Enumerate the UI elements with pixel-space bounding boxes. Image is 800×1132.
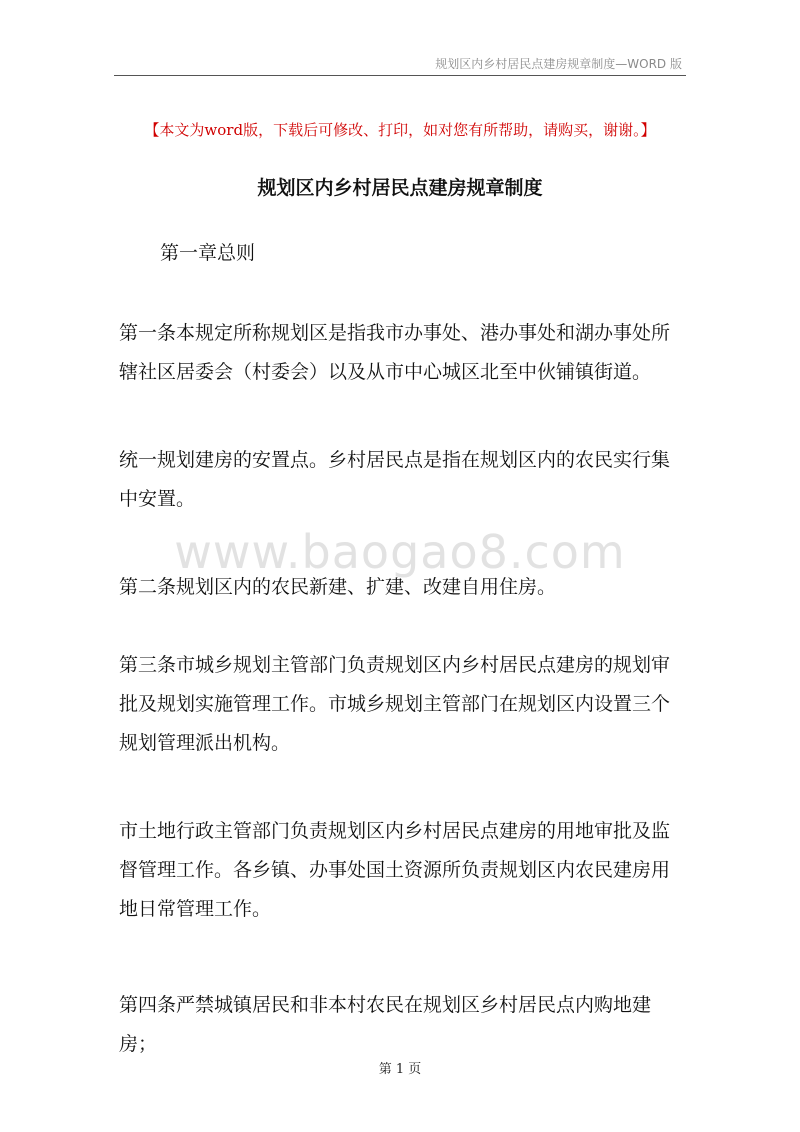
page-number: 第 1 页 bbox=[378, 1062, 422, 1077]
document-title: 规划区内乡村居民点建房规章制度 bbox=[257, 177, 543, 199]
watermark: www.baogao8.com bbox=[174, 525, 626, 579]
paragraph-land-authority: 市土地行政主管部门负责规划区内乡村居民点建房的用地审批及监督管理工作。各乡镇、办事处国土资源所负责规划区内农民建房用地日常管理工作。 bbox=[119, 820, 671, 920]
paragraph-article-3: 第三条市城乡规划主管部门负责规划区内乡村居民点建房的规划审批及规划实施管理工作。市城乡规划主管部门在规划区内设置三个规划管理派出机构。 bbox=[119, 654, 671, 754]
purchase-notice: 【本文为word版，下载后可修改、打印，如对您有所帮助，请购买，谢谢。】 bbox=[144, 121, 656, 139]
paragraph-article-1: 第一条本规定所称规划区是指我市办事处、港办事处和湖办事处所辖社区居委会（村委会）以及从市中心城区北至中伙铺镇街道。 bbox=[119, 322, 671, 383]
header-divider bbox=[114, 75, 686, 76]
chapter-heading: 第一章总则 bbox=[160, 242, 256, 264]
paragraph-article-2: 第二条规划区内的农民新建、扩建、改建自用住房。 bbox=[119, 576, 557, 598]
page-header: 规划区内乡村居民点建房规章制度—WORD 版 bbox=[435, 57, 682, 71]
paragraph-article-4: 第四条严禁城镇居民和非本村农民在规划区乡村居民点内购地建房； bbox=[119, 994, 652, 1055]
paragraph-resettlement: 统一规划建房的安置点。乡村居民点是指在规划区内的农民实行集中安置。 bbox=[119, 449, 671, 510]
